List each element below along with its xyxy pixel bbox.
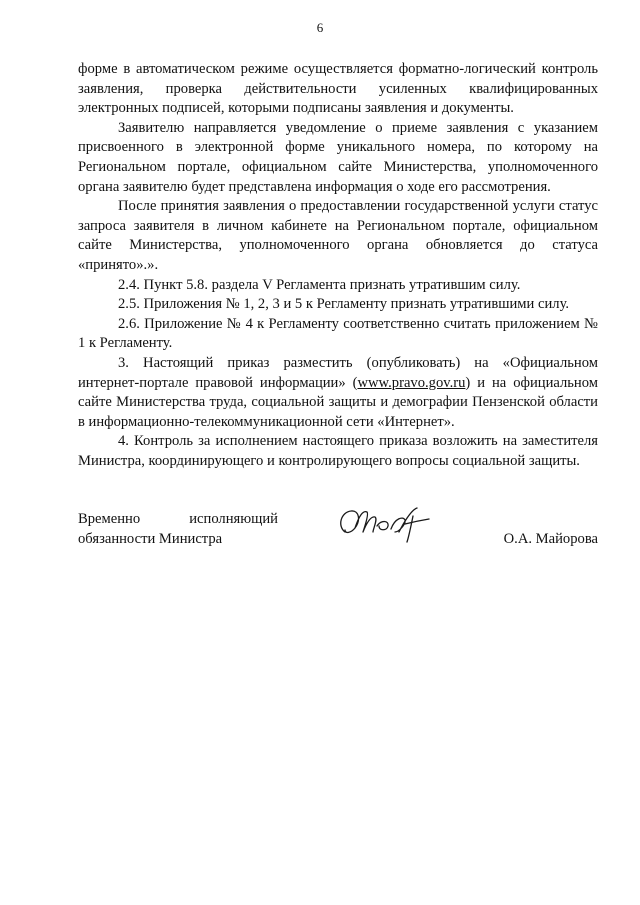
signer-position: [78, 510, 278, 549]
paragraph-3-text-end: ) и на официальном сайте Министерства труда, социальной защиты и демографии Пензенской области в информационно-телекоммуникационной сети «Интернет».: [78, 374, 598, 430]
paragraph-3-publication: [78, 354, 598, 432]
signer-position-word1: Временно: [78, 511, 141, 527]
handwritten-signature: [333, 502, 433, 546]
paragraph-4-control: 4. Контроль за исполнением настоящего приказа возложить на заместителя Министра, координирующего и контролирующего вопросы социальной защиты.: [78, 433, 598, 469]
paragraph-status: После принятия заявления о предоставлении государственной услуги статус запроса заявителя в личном кабинете на Региональном портале, официальном сайте Министерства, уполномоченного органа обновляется до статуса «принято».».: [78, 198, 598, 273]
signer-position-line1: [78, 510, 278, 530]
signer-position-word2: исполняющий: [189, 511, 278, 527]
paragraph-2-5: 2.5. Приложения № 1, 2, 3 и 5 к Регламенту признать утратившими силу.: [118, 296, 570, 313]
paragraph-3-text-start: 3. Настоящий приказ разместить (опубликовать) на «Официальном интернет-портале правовой информации» (: [78, 354, 598, 391]
pravo-link[interactable]: www.pravo.gov.ru: [357, 374, 466, 391]
signer-position-line2: обязанности Министра: [78, 530, 223, 547]
paragraph-2-6: 2.6. Приложение № 4 к Регламенту соответственно считать приложением № 1 к Регламенту.: [78, 315, 598, 352]
paragraph-continuation: форме в автоматическом режиме осуществляется форматно-логический контроль заявления, проверка действительности усиленных квалифицированных электронных подписей, которыми подписаны заявления и документы.: [78, 61, 598, 117]
paragraph-2-4: 2.4. Пункт 5.8. раздела V Регламента признать утратившим силу.: [118, 276, 521, 293]
signer-name: О.А. Майорова: [503, 530, 598, 547]
document-body: [78, 60, 598, 471]
signature-block: [78, 510, 598, 570]
paragraph-notification: Заявителю направляется уведомление о приеме заявления с указанием присвоенного в электронной форме уникального номера, по которому на Региональном портале, официальном сайте Министерства, уполномоченного органа заявителю будет представлена информация о ходе его рассмотрения.: [78, 119, 598, 195]
page-number: 6: [316, 20, 324, 35]
